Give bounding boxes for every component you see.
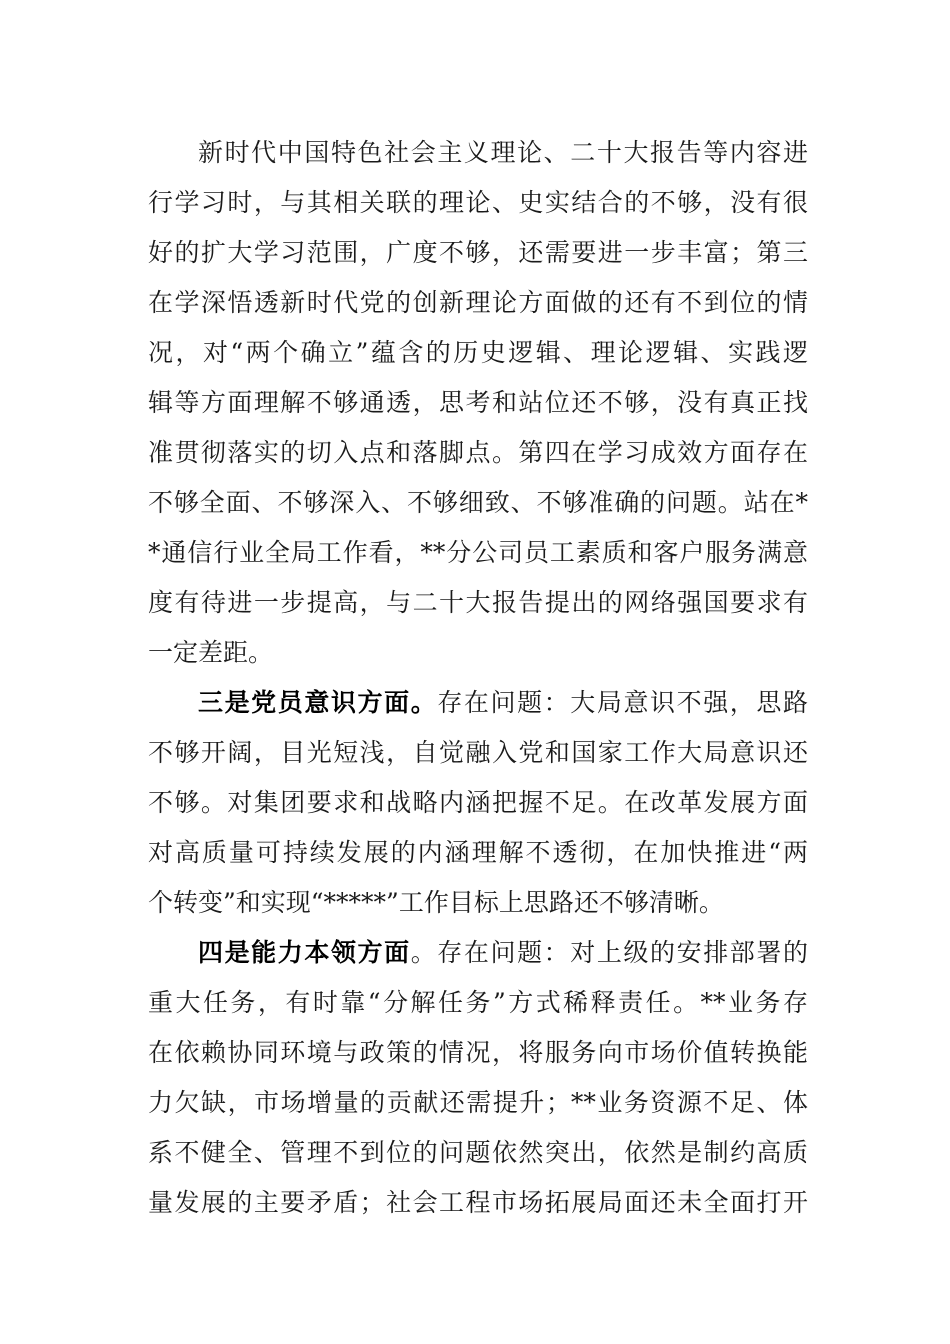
paragraph-1 — [148, 128, 808, 678]
paragraph-line: 况，对“两个确立”蕴含的历史逻辑、理论逻辑、实践逻 — [148, 338, 808, 367]
document-body — [148, 128, 808, 1228]
paragraph-line: 力欠缺，市场增量的贡献还需提升；**业务资源不足、体 — [148, 1088, 808, 1117]
section-heading: 三是党员意识方面。 — [198, 688, 438, 717]
paragraph-line: *通信行业全局工作看，**分公司员工素质和客户服务满意 — [148, 538, 808, 567]
paragraph-first-line — [148, 928, 808, 978]
paragraph-line: 辑等方面理解不够通透，思考和站位还不够，没有真正找 — [148, 388, 808, 417]
paragraph-line: 量发展的主要矛盾；社会工程市场拓展局面还未全面打开 — [148, 1188, 808, 1217]
paragraph-line: 系不健全、管理不到位的问题依然突出，依然是制约高质 — [148, 1138, 808, 1167]
paragraph-line: 新时代中国特色社会主义理论、二十大报告等内容进 — [198, 138, 808, 167]
paragraph-line: 在依赖协同环境与政策的情况，将服务向市场价值转换能 — [148, 1038, 808, 1067]
paragraph-line: 个转变”和实现“*****”工作目标上思路还不够清晰。 — [148, 888, 724, 917]
paragraph-line: 一定差距。 — [148, 638, 274, 667]
paragraph-line: 对高质量可持续发展的内涵理解不透彻，在加快推进“两 — [148, 838, 808, 867]
paragraph-2 — [148, 678, 808, 928]
paragraph-line: 不够。对集团要求和战略内涵把握不足。在改革发展方面 — [148, 788, 808, 817]
paragraph-line: 不够开阔，目光短浅，自觉融入党和国家工作大局意识还 — [148, 738, 808, 767]
paragraph-3 — [148, 928, 808, 1228]
paragraph-line: 好的扩大学习范围，广度不够，还需要进一步丰富；第三 — [148, 238, 808, 267]
paragraph-first-line — [148, 678, 808, 728]
section-heading: 四是能力本领方面 — [198, 938, 411, 967]
paragraph-line: 度有待进一步提高，与二十大报告提出的网络强国要求有 — [148, 588, 808, 617]
paragraph-line: 重大任务，有时靠“分解任务”方式稀释责任。**业务存 — [148, 988, 808, 1017]
paragraph-line: 行学习时，与其相关联的理论、史实结合的不够，没有很 — [148, 188, 808, 217]
paragraph-line: 准贯彻落实的切入点和落脚点。第四在学习成效方面存在 — [148, 438, 808, 467]
paragraph-line: 不够全面、不够深入、不够细致、不够准确的问题。站在* — [148, 488, 808, 517]
paragraph-text: 存在问题：大局意识不强，思路 — [437, 688, 808, 717]
paragraph-text: 。存在问题：对上级的安排部署的 — [410, 938, 808, 967]
paragraph-line: 在学深悟透新时代党的创新理论方面做的还有不到位的情 — [148, 288, 808, 317]
